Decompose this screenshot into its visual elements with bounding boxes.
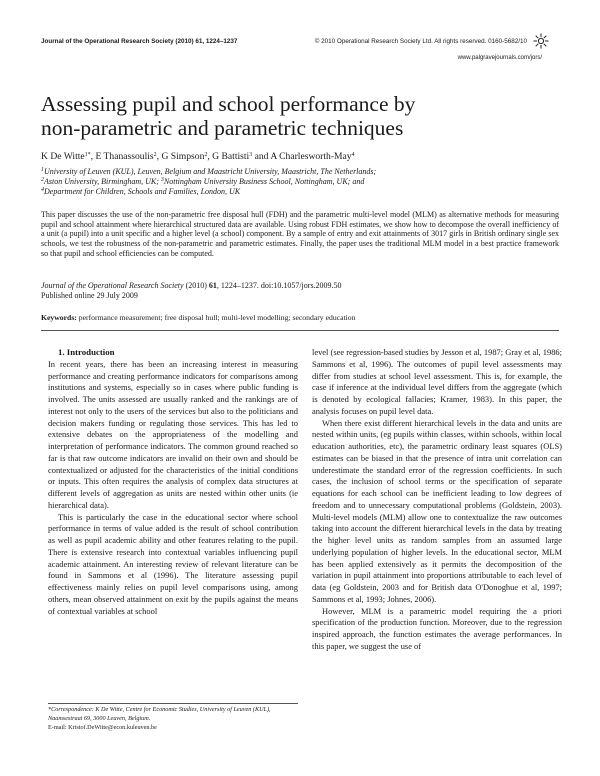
affiliation-4: $^4$Department for Children, Schools and Families, London, UK xyxy=(41,187,241,196)
author-list: K De Witte$^{1*}$, E Thanassoulis$^2$, G Simpson$^2$, G Battisti$^3$ and A Charlesworth-May$^4$ xyxy=(41,151,355,162)
sun-logo-icon xyxy=(533,33,549,49)
paragraph: In recent years, there has been an increasing interest in measuring performance and creating performance indicators for comparisons among institutions and systems, especially so in cases where public funding is involved. The units assessed are usually ranked and the rankings are of interest not only to the users of the services but also to the politicians and decision makers funding or regulating those services. This has led to extensive debates on the appropriateness of the modelling and interpretation of performance indicators. The common ground reached so far is that raw outcome indicators are invalid on their own and should be contextualized or adjusted for the characteristics of the initial conditions or inputs. This often requires the analysis of complex data structures at different levels of aggregation as units are nested within other units (ie hierarchical data). xyxy=(48,358,298,510)
author-3: , G Simpson xyxy=(156,151,205,162)
left-column xyxy=(48,347,298,617)
email-address[interactable]: E-mail: Kristof.DeWitte@econ.kuleuven.be xyxy=(48,723,157,731)
paper-title xyxy=(41,92,561,140)
author-5: and A Charlesworth-May xyxy=(252,151,352,162)
author-4: , G Battisti xyxy=(207,151,250,162)
footnote-divider xyxy=(48,703,298,704)
correspondence-note: *Correspondence: K De Witte, Centre for Economic Studies, University of Leuven (KUL), Naamsestraat 69, 3000 Leuven, Belgium. xyxy=(48,706,271,722)
copyright-notice: © 2010 Operational Research Society Ltd. All rights reserved. 0160-5682/10 xyxy=(314,38,527,45)
paragraph: This is particularly the case in the educational sector where school performance in terms of value added is the result of school contribution as well as pupil academic ability and other features relating to the pupil. There is extensive research into contextual variables influencing pupil academic attainment. An interesting review of relevant literature can be found in Sammons et al (1996). The literature assessing pupil effectiveness mainly relies on pupil level comparisons using, among others, mean observed attainment on exit by the pupils against the means of contextual variables at school xyxy=(48,511,298,616)
author-2: , E Thanassoulis xyxy=(90,151,154,162)
section-heading: 1. Introduction xyxy=(58,347,115,357)
journal-header: Journal of the Operational Research Society (2010) 61, 1224–1237 xyxy=(41,38,238,45)
paragraph: When there exist different hierarchical levels in the data and units are nested within units, (eg pupils within classes, within schools, within local education authorities, etc), the parametric ordinary least squares (OLS) estimates can be biased in that the presence of intra unit correlation can underestimate the standard error of the regression coefficients. In such cases, the inclusion of school terms or the specification of separate equations for each school can be inefficient leading to low degrees of freedom and to unnecessary computational problems (Goldstein, 2003). Multi-level models (MLM) allow one to contextualize the raw outcomes taking into account the different hierarchical levels in the data by treating the higher level units as random samples from an assumed large underlying population of higher levels. In the educational sector, MLM has been applied extensively as it permits the decomposition of the variation in pupil attainment into proportions attributable to each level of data (eg Goldstein, 2003 and for British data O'Donoghue et al, 1997; Sammons et al, 1993; Johnes, 2006). xyxy=(312,417,562,604)
section-divider xyxy=(41,330,559,331)
title-line-2: non-parametric and parametric techniques xyxy=(41,116,404,140)
footnote xyxy=(48,706,298,732)
title-line-1: Assessing pupil and school performance by xyxy=(41,92,416,116)
paragraph: However, MLM is a parametric model requiring the a priori specification of the production function. Moreover, due to the regression inspired approach, the function estimates the average performances. In this paper, we suggest the use of xyxy=(312,605,562,651)
author-1: K De Witte xyxy=(41,151,85,162)
affiliation-2-3: $^2$Aston University, Birmingham, UK; $^3$Nottingham University Business School, Nottingham, UK; and xyxy=(41,177,365,186)
keywords: Keywords: performance measurement; free disposal hull; multi-level modelling; secondary education xyxy=(41,313,356,322)
paragraph: level (see regression-based studies by Jesson et al, 1987; Gray et al, 1986; Sammons et al, 1996). The outcomes of pupil level assessments may differ from studies at school level assessment. This is, for example, the case if inference at the individual level differs from the aggregate (which is denoted by ecological fallacies; Kramer, 1983). In this paper, the analysis focuses on pupil level data. xyxy=(312,347,562,416)
published-date: Published online 29 July 2009 xyxy=(41,291,138,300)
right-column xyxy=(312,347,562,653)
affiliations xyxy=(41,167,561,197)
journal-url[interactable]: www.palgravejournals.com/jors/ xyxy=(457,55,542,61)
abstract: This paper discusses the use of the non-parametric free disposal hull (FDH) and the parametric multi-level model (MLM) as alternative methods for measuring pupil and school attainment where hierarchical structured data are available. Using robust FDH estimates, we show how to decompose the overall inefficiency of a unit (a pupil) into a unit specific and a higher level (a school) component. By a sample of entry and exit attainments of 3017 girls in British ordinary single sex schools, we test the robustness of the non-parametric and parametric estimates. Finally, the paper uses the traditional MLM model in a best practice framework so that pupil and school efficiencies can be computed. xyxy=(41,210,559,258)
affiliation-1: $^1$University of Leuven (KUL), Leuven, Belgium and Maastricht University, Maastricht, The Netherlands; xyxy=(41,167,377,176)
citation-line: Journal of the Operational Research Society (2010) 61, 1224–1237. doi:10.1057/jors.2009.50 xyxy=(41,281,342,290)
